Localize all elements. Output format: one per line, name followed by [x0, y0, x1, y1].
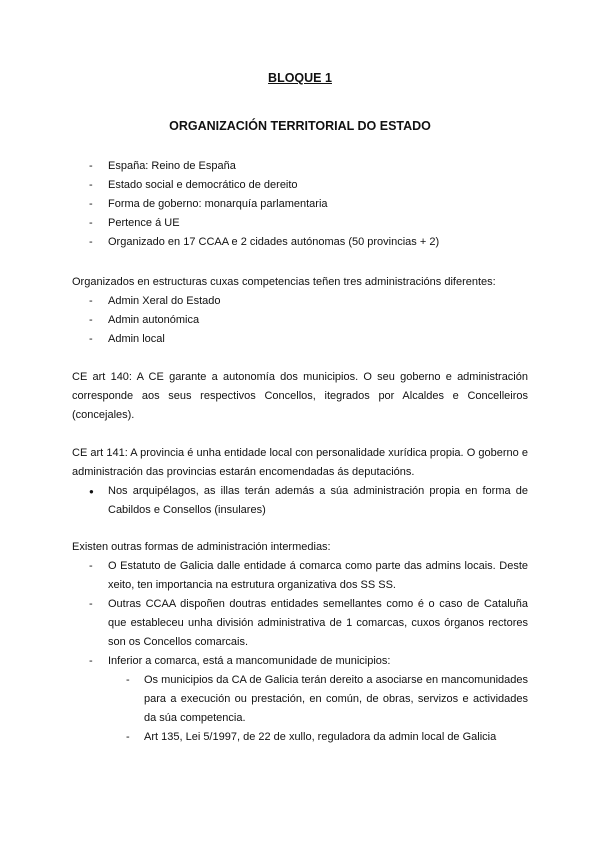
intermediate-intro: Existen outras formas de administración intermedias: [72, 541, 331, 553]
dash-marker: - [89, 236, 93, 248]
list-item: - Admin Xeral do Estado [72, 292, 528, 311]
ce-art-140-paragraph: CE art 140: A CE garante a autonomía dos municipios. O seu goberno e administración corresponde aos seus respectivos Concellos, itegrados por Alcaldes e Concelleiros (concejales). [72, 371, 528, 421]
bullet-marker: ● [89, 487, 94, 496]
dash-marker: - [89, 198, 93, 210]
dash-marker: - [89, 179, 93, 191]
document-body [72, 157, 528, 747]
list-item: - Admin local [72, 330, 528, 349]
block-title: BLOQUE 1 [268, 71, 332, 85]
dash-marker: - [126, 674, 130, 686]
ce-art-141-paragraph: CE art 141: A provincia é unha entidade local con personalidade xurídica propia. O goberno e administración das provincias estarán encomendadas ás deputacións. [72, 447, 528, 478]
list-item: - O Estatuto de Galicia dalle entidade á comarca como parte das admins locais. Deste xeito, ten importancia na estrutura organizativa dos SS SS. [72, 557, 528, 595]
administrations-intro: Organizados en estructuras cuxas competencias teñen tres administracións diferentes: [72, 276, 496, 288]
dash-marker: - [126, 731, 130, 743]
dash-marker: - [89, 160, 93, 172]
list-item: - Estado social e democrático de dereito [72, 176, 528, 195]
overview-list [72, 157, 528, 252]
list-item: - Pertence á UE [72, 214, 528, 233]
dash-marker: - [89, 655, 93, 667]
section-title: ORGANIZACIÓN TERRITORIAL DO ESTADO [169, 119, 431, 133]
mancomunidade-sublist [72, 671, 528, 747]
ce-art-141-bullets [72, 482, 528, 520]
list-item: - Forma de goberno: monarquía parlamentaria [72, 195, 528, 214]
list-item: - Inferior a comarca, está a mancomunidade de municipios: [72, 652, 528, 671]
list-item: ● Nos arquipélagos, as illas terán además a súa administración propia en forma de Cabildos e Consellos (insulares) [72, 482, 528, 520]
list-item: - Admin autonómica [72, 311, 528, 330]
dash-marker: - [89, 598, 93, 610]
list-item: - Outras CCAA dispoñen doutras entidades semellantes como é o caso de Cataluña que estableceu unha división administrativa de 1 comarcas, cuxos órganos rectores son os Concellos comarcais. [72, 595, 528, 652]
list-item: - España: Reino de España [72, 157, 528, 176]
intermediate-list [72, 557, 528, 671]
list-item: - Art 135, Lei 5/1997, de 22 de xullo, reguladora da admin local de Galicia [72, 728, 528, 747]
dash-marker: - [89, 314, 93, 326]
dash-marker: - [89, 217, 93, 229]
administrations-list [72, 292, 528, 349]
list-item: - Os municipios da CA de Galicia terán dereito a asociarse en mancomunidades para a execución ou prestación, en común, de obras, servizos e actividades da súa competencia. [72, 671, 528, 728]
dash-marker: - [89, 295, 93, 307]
dash-marker: - [89, 333, 93, 345]
dash-marker: - [89, 560, 93, 572]
list-item: - Organizado en 17 CCAA e 2 cidades autónomas (50 provincias + 2) [72, 233, 528, 252]
